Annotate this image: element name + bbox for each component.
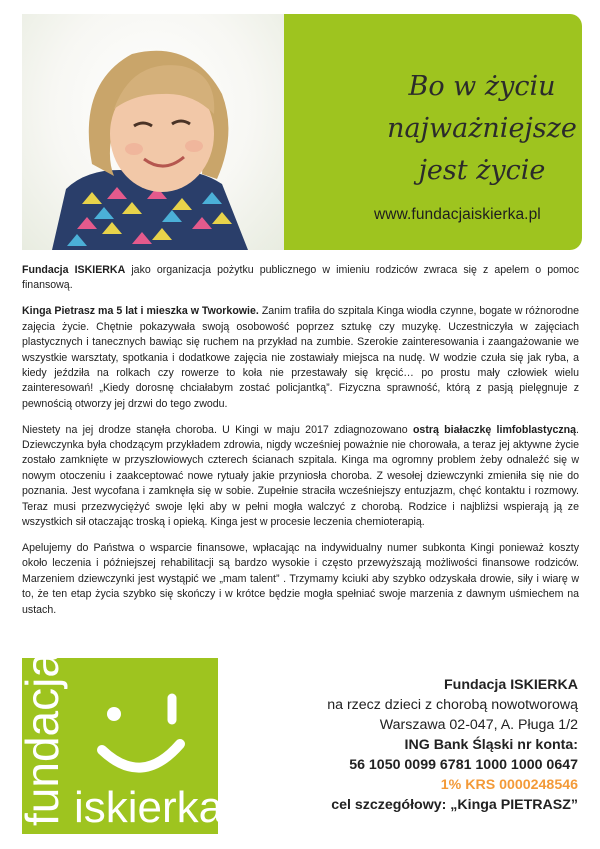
- logo-text-fundacja: fundacja: [16, 652, 68, 826]
- footer-krs: 1% KRS 0000248546: [440, 777, 578, 793]
- paragraph-illness: Niestety na jej drodze stanęła choroba. U Kingi w maju 2017 zdiagnozowano ostrą białaczkę limfoblastyczną. Dziewczynka była chodzącym przykładem zdrowia, nigdy wcześniej poważnie nie chorowała, a teraz jej aktywne życie zostało zamknięte w przyszłowiowych czterech ścianach szpitala. Kinga ma ogromny problem żeby odnaleźć się w nowym otoczeniu i zaakceptować nowe rytuały jakie przyniosła choroba. Z wesołej dziewczynki zmieniła się nie do poznania. Jest wycofana i zamknęła się w sobie. Zupełnie straciła wcześniejszy entuzjazm, chęć kontaktu i rozmowy. Teraz musi przezwyciężyć swoje lęki aby w pełni mogła walczyć z chorobą. Rodzice i najbliżsi wspierają ją ze wszystkich sił otaczając troską i opieką. Kinga jest w procesie leczenia chemioterapią.: [22, 423, 579, 529]
- appeal-text: [22, 263, 579, 629]
- donation-info: [198, 675, 578, 815]
- diagnosis: ostrą białaczkę limfoblastyczną: [412, 423, 577, 436]
- footer-account-number: 56 1050 0099 6781 1000 1000 0647: [349, 757, 578, 773]
- header-banner: [22, 14, 582, 250]
- footer-target: cel szczegółowy: „Kinga PIETRASZ”: [331, 797, 578, 813]
- smile-icon: [102, 744, 180, 768]
- paragraph-about: Kinga Pietrasz ma 5 lat i mieszka w Tworkowie. Zanim trafiła do szpitala Kinga wiodła czynne, bogate w różnorodne zajęcia życie. Chętnie pokazywała swoją osobowość poprzez sztukę czy muzykę. Uczestniczyła w zajęciach plastycznych i tanecznych bawiąc się ruchem na przykład na zumbie. Szerokie zainteresowania i zaangażowanie we wszystkie warsztaty, spotkania i dodatkowe zajęcia nie zostawiały miejsca na nudę. W wodzie czuła się jak ryba, a kiedy jeździła na rolkach czy rowerze to koła nie przestawały się kręcić… po prostu mały człowiek wielu zainteresowań! „Kiedy dorosnę chciałabym zostać policjantką”. Fizyczna sprawność, którą z pasją pielęgnuje z pewnością otworzy jej drzwi do tego zwodu.: [22, 305, 580, 410]
- fundacja-iskierka-logo: [16, 652, 224, 834]
- slogan: [382, 66, 582, 192]
- child-photo: [22, 14, 284, 250]
- footer-org: Fundacja ISKIERKA: [443, 677, 578, 693]
- slogan-line: jest życie: [418, 155, 546, 186]
- spark-icon: [107, 707, 121, 721]
- logo-text-iskierka: iskierka: [74, 783, 224, 832]
- slogan-line: najważniejsze: [387, 113, 577, 144]
- child-intro: Kinga Pietrasz ma 5 lat i mieszka w Tworkowie.: [22, 305, 259, 318]
- slogan-line: Bo w życiu: [408, 71, 556, 102]
- footer-bank: ING Bank Śląski nr konta:: [404, 737, 578, 753]
- footer-subtitle: na rzecz dzieci z chorobą nowotworową: [327, 697, 578, 713]
- paragraph-intro: Fundacja ISKIERKA jako organizacja pożytku publicznego w imieniu rodziców zwraca się z apelem o pomoc finansową.: [22, 264, 579, 292]
- footer-address: Warszawa 02-047, A. Pługa 1/2: [379, 717, 578, 733]
- website-url[interactable]: www.fundacjaiskierka.pl: [374, 206, 541, 223]
- paragraph-appeal: Apelujemy do Państwa o wsparcie finansowe, wpłacając na indywidualny numer subkonta Kingi ponieważ koszty około leczenia i późniejszej rehabilitacji są bardzo wysokie i często przewyższają możliwości finansowe rodziców. Marzeniem dziewczynki jest wystąpić we „mam talent” . Trzymamy kciuki aby szybko odzyskała drowie, siły i wiarę w to, że ten etap życia szybko się skończy i w krótce będzie mogła spełniać swoje marzenia z dawnym uśmiechem na ustach.: [22, 542, 579, 616]
- org-name: Fundacja ISKIERKA: [22, 264, 126, 276]
